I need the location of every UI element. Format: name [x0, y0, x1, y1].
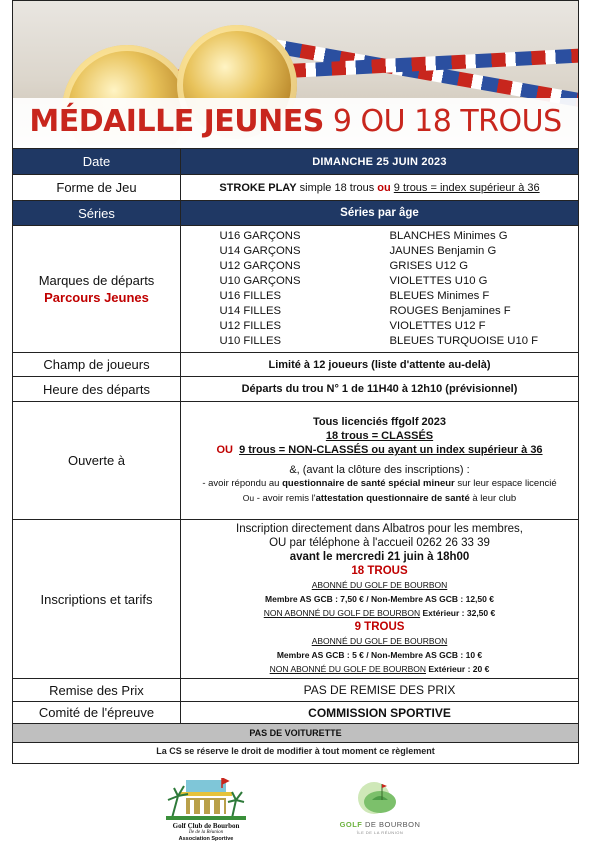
series-category-item: U12 FILLES — [219, 320, 282, 332]
marques-label-line: Marques de départs — [38, 273, 155, 288]
forme-value — [181, 175, 579, 201]
comite-label: Comité de l'épreuve — [13, 702, 181, 724]
logo1-subtitle: Île de la Réunion — [188, 830, 224, 835]
document-page — [12, 0, 579, 854]
series-tee-item: GRISES U12 G — [389, 260, 468, 272]
insc-albatros: Inscription directement dans Albatros pour les membres, — [236, 523, 523, 535]
logo2-golf: GOLF — [339, 820, 363, 829]
parcours-jeunes-label: Parcours Jeunes — [44, 290, 149, 305]
series-category-item: U12 GARÇONS — [219, 260, 301, 272]
comite-value: COMMISSION SPORTIVE — [181, 702, 579, 724]
series-tee-item: BLANCHES Minimes G — [389, 230, 508, 242]
series-value: Séries par âge — [181, 201, 579, 226]
logo2-subtitle: ÎLE DE LA RÉUNION — [356, 830, 404, 835]
ouverte-9-trous: 9 trous = NON-CLASSÉS ou ayant un index supérieur à 36 — [239, 444, 543, 456]
banner-image — [12, 0, 579, 145]
row-forme — [13, 175, 579, 201]
forme-label: Forme de Jeu — [13, 175, 181, 201]
row-series — [13, 201, 579, 226]
series-tee-item: ROUGES Benjamines F — [389, 305, 511, 317]
row-voiturette — [13, 724, 579, 743]
series-label: Séries — [13, 201, 181, 226]
series-tee-item: VIOLETTES U10 G — [389, 275, 488, 287]
logo1-name: Golf Club de Bourbon — [172, 822, 240, 830]
series-tees — [390, 229, 540, 349]
forme-stroke-play: STROKE PLAY — [219, 181, 297, 194]
ouverte-ou: OU — [216, 444, 233, 456]
forme-ou: ou — [377, 181, 391, 194]
insc-telephone: OU par téléphone à l'accueil 0262 26 33 39 — [269, 537, 490, 549]
logo2-name — [330, 820, 430, 829]
insc-abonne-9: ABONNÉ DU GOLF DE BOURBON — [311, 636, 448, 646]
title-rest: 9 OU 18 TROUS — [323, 104, 562, 139]
row-inscriptions — [13, 520, 579, 679]
logo1-association: Association Sportive — [178, 836, 234, 842]
marques-label — [13, 226, 181, 353]
forme-9-trous: 9 trous = index supérieur à 36 — [393, 181, 540, 194]
ouverte-label: Ouverte à — [13, 402, 181, 520]
insc-9-ext: Extérieur : 20 € — [426, 664, 490, 674]
voiturette-notice: PAS DE VOITURETTE — [13, 724, 579, 743]
ouverte-6d: à leur club — [469, 493, 517, 504]
remise-value: PAS DE REMISE DES PRIX — [181, 679, 579, 702]
date-label: Date — [13, 149, 181, 175]
row-heure — [13, 377, 579, 402]
series-category-item: U16 FILLES — [219, 290, 282, 302]
series-tee-item: BLEUES TURQUOISE U10 F — [389, 335, 539, 347]
ouverte-value — [181, 402, 579, 520]
insc-18-trous: 18 TROUS — [351, 565, 408, 577]
golf-club-logo — [166, 778, 246, 842]
series-category-item: U14 GARÇONS — [219, 245, 301, 257]
inscriptions-value — [181, 520, 579, 679]
ouverte-avant-cloture: &, (avant la clôture des inscriptions) : — [289, 464, 470, 476]
ouverte-18-trous: 18 trous = CLASSÉS — [325, 430, 434, 442]
series-category-item: U10 GARÇONS — [219, 275, 301, 287]
series-categories — [220, 229, 390, 349]
insc-18-ext: Extérieur : 32,50 € — [420, 608, 496, 618]
series-category-item: U16 GARÇONS — [219, 230, 301, 242]
row-ouverte — [13, 402, 579, 520]
golf-de-bourbon-logo — [330, 778, 430, 842]
ouverte-6b: - avoir remis l' — [254, 493, 316, 504]
logo2-bourbon: DE BOURBON — [362, 820, 421, 829]
title-bold: MÉDAILLE JEUNES — [29, 104, 324, 139]
date-value: DIMANCHE 25 JUIN 2023 — [181, 149, 579, 175]
row-champ — [13, 353, 579, 377]
ouverte-5a: - avoir répondu au — [202, 478, 283, 489]
heure-value: Départs du trou N° 1 de 11H40 à 12h10 (prévisionnel) — [181, 377, 579, 402]
questionnaire-sante: questionnaire de santé spécial mineur — [282, 478, 455, 489]
champ-value: Limité à 12 joueurs (liste d'attente au-delà) — [181, 353, 579, 377]
series-list — [181, 226, 579, 353]
row-remise — [13, 679, 579, 702]
series-category-item: U10 FILLES — [219, 335, 282, 347]
series-list-columns — [181, 226, 578, 352]
series-tee-item: VIOLETTES U12 F — [389, 320, 486, 332]
golf-green-icon — [330, 778, 430, 818]
clubhouse-palm-icon — [166, 778, 246, 822]
series-tee-item: BLEUES Minimes F — [389, 290, 490, 302]
insc-non-abonne-9: NON ABONNÉ DU GOLF DE BOURBON — [269, 664, 427, 674]
champ-label: Champ de joueurs — [13, 353, 181, 377]
insc-18-tarif: Membre AS GCB : 7,50 € / Non-Membre AS GCB : 12,50 € — [265, 594, 494, 604]
attestation-sante: attestation questionnaire de santé — [315, 493, 470, 504]
row-marques — [13, 226, 579, 353]
row-date — [13, 149, 579, 175]
insc-9-tarif: Membre AS GCB : 5 € / Non-Membre AS GCB : 10 € — [276, 650, 483, 660]
ouverte-6a: Ou — [242, 493, 255, 503]
insc-deadline: avant le mercredi 21 juin à 18h00 — [289, 551, 470, 563]
ouverte-5c: sur leur espace licencié — [454, 478, 557, 489]
ouverte-licencies: Tous licenciés ffgolf 2023 — [312, 416, 447, 428]
forme-18-trous: simple 18 trous — [296, 181, 378, 194]
page-title — [12, 102, 579, 145]
insc-abonne-18: ABONNÉ DU GOLF DE BOURBON — [311, 580, 448, 590]
remise-label: Remise des Prix — [13, 679, 181, 702]
heure-label: Heure des départs — [13, 377, 181, 402]
insc-9-trous: 9 TROUS — [354, 621, 405, 633]
series-tee-item: JAUNES Benjamin G — [389, 245, 497, 257]
insc-non-abonne-18: NON ABONNÉ DU GOLF DE BOURBON — [263, 608, 421, 618]
inscriptions-label: Inscriptions et tarifs — [13, 520, 181, 679]
footer-note: La CS se réserve le droit de modifier à tout moment ce règlement — [156, 746, 435, 756]
rules-table — [12, 148, 579, 743]
series-category-item: U14 FILLES — [219, 305, 282, 317]
row-comite — [13, 702, 579, 724]
